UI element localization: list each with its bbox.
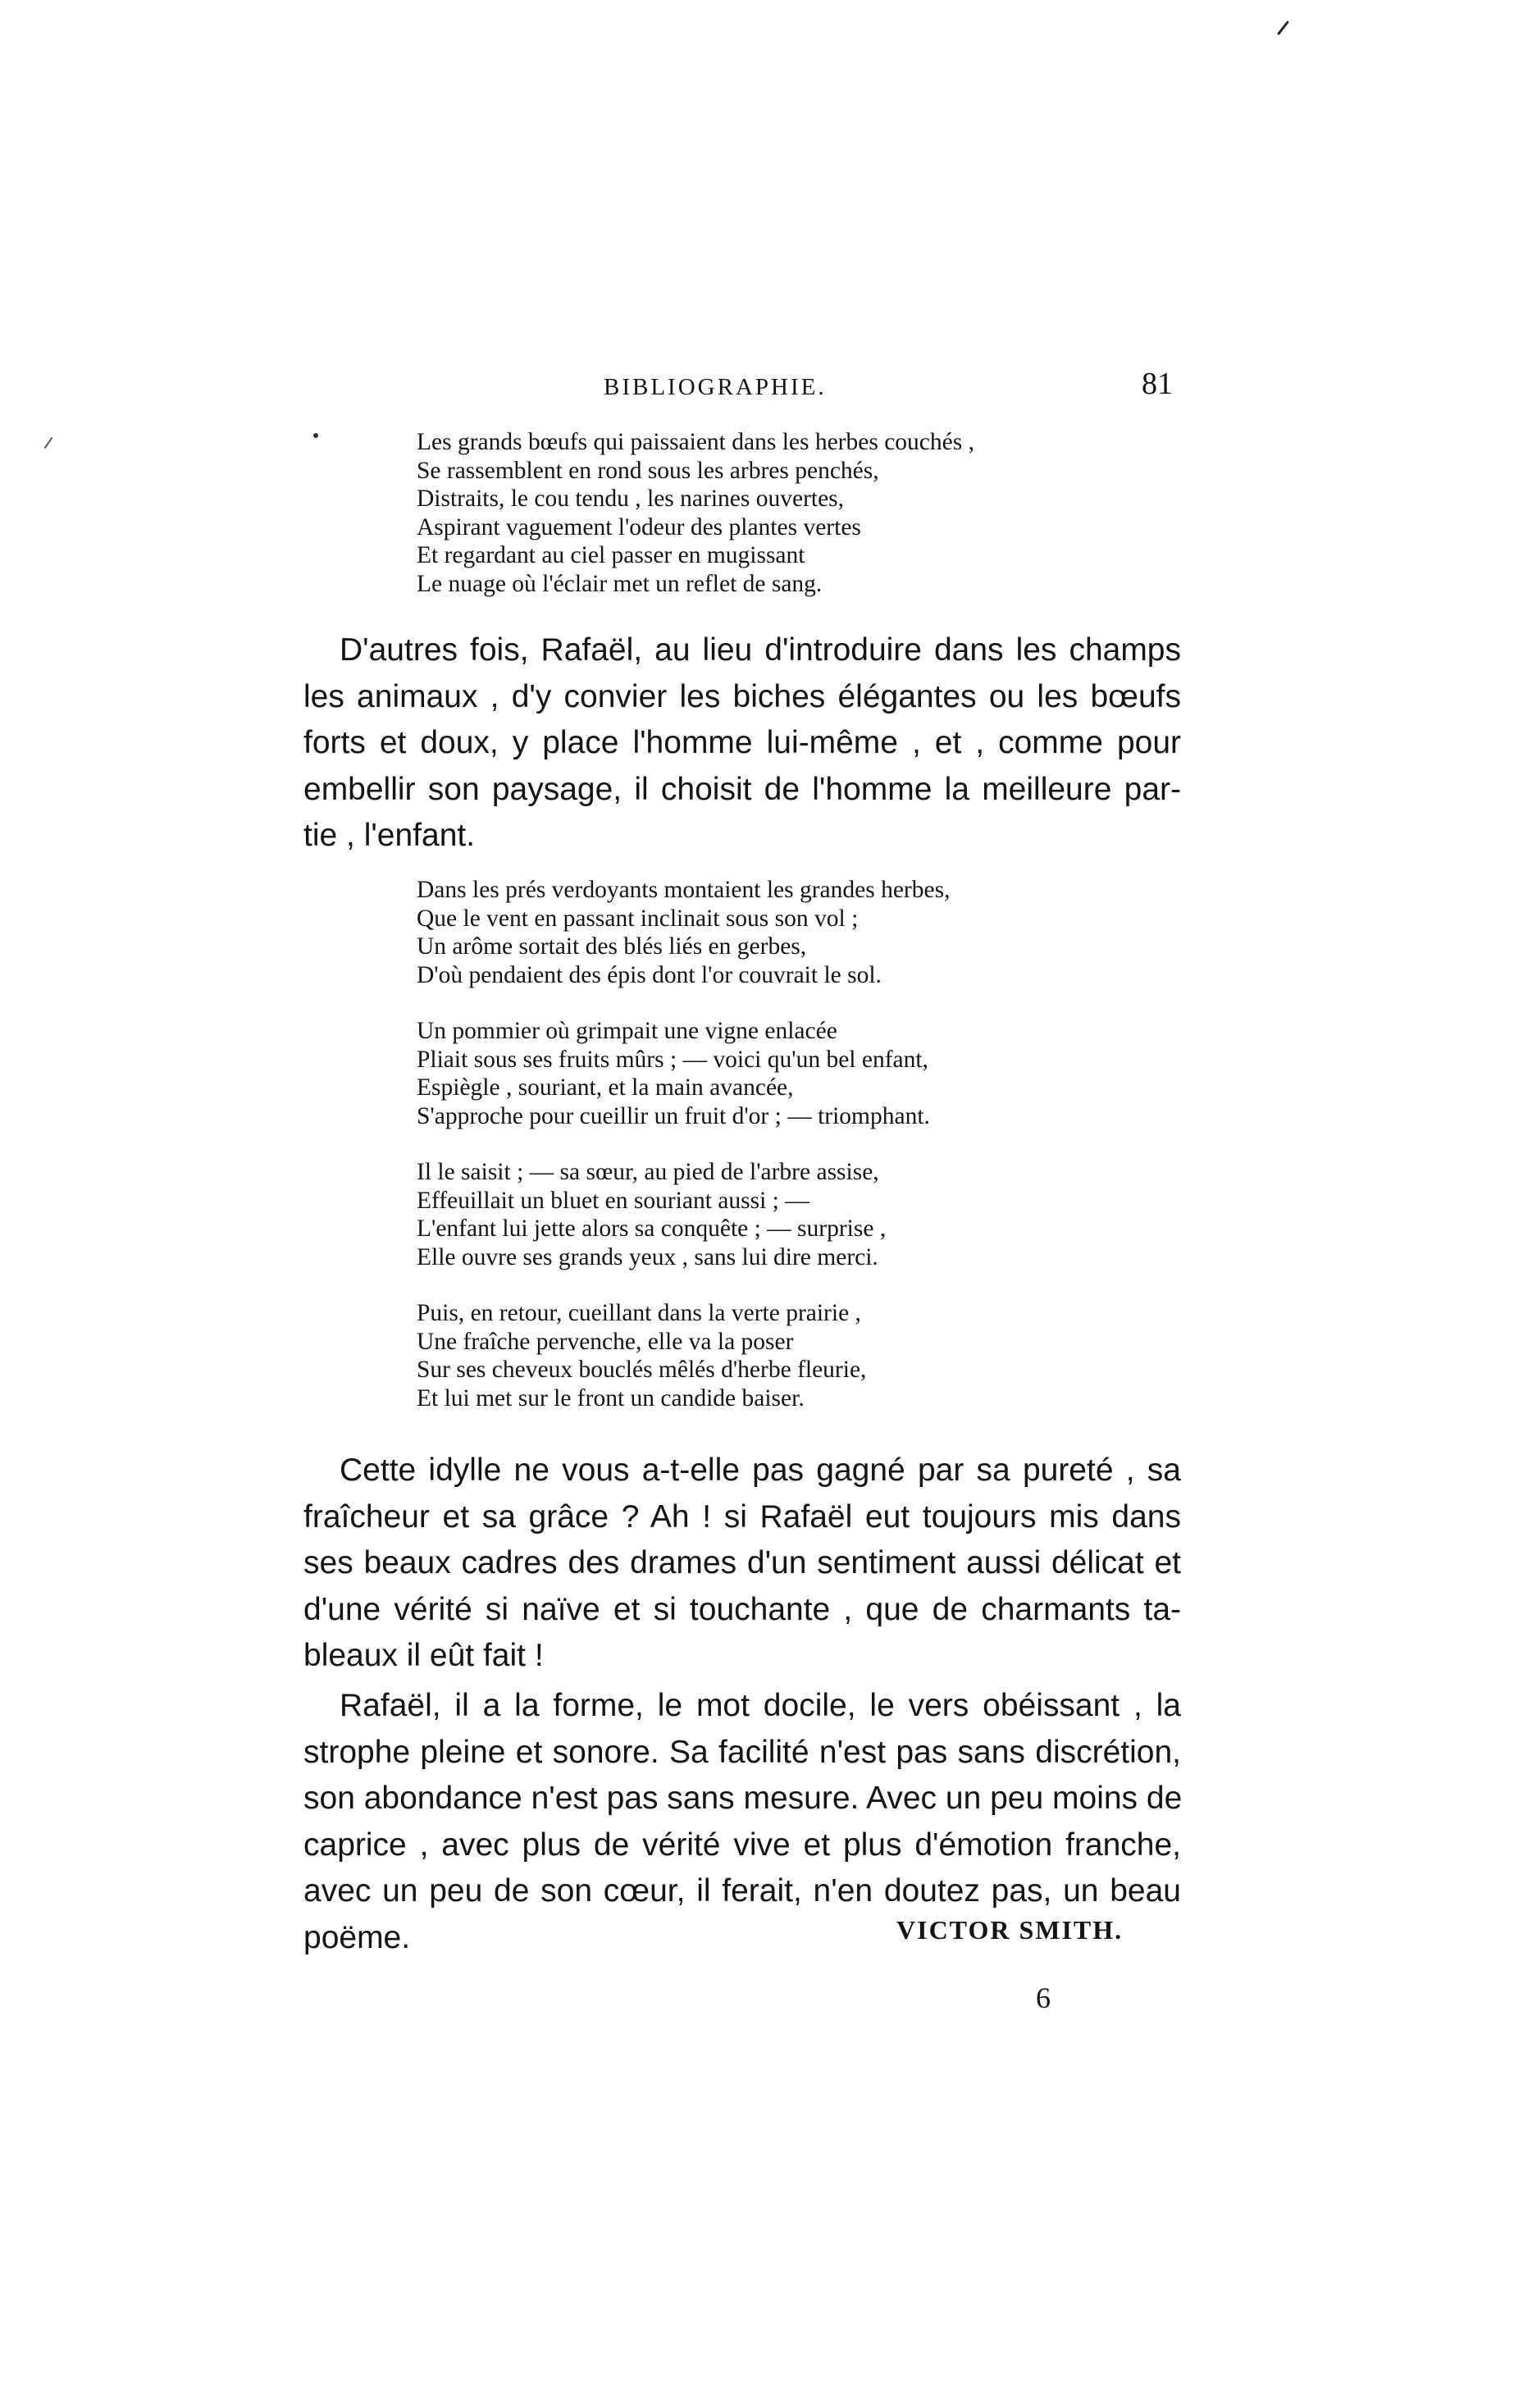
paragraph-line: strophe pleine et sonore. Sa facilité n'est pas sans discrétion,: [303, 1734, 1181, 1770]
paragraph-line: tie , l'enfant.: [303, 818, 476, 853]
verse-line: Le nuage où l'éclair met un reflet de sang.: [417, 570, 823, 597]
verse-line: Puis, en retour, cueillant dans la verte prairie ,: [417, 1300, 861, 1326]
paragraph-line: D'autres fois, Rafaël, au lieu d'introduire dans les champs: [340, 632, 1181, 668]
paragraph-2: [303, 1448, 1181, 1680]
verse-line: Un pommier où grimpait une vigne enlacée: [417, 1018, 837, 1044]
verse-line: Dans les prés verdoyants montaient les grandes herbes,: [417, 877, 951, 903]
stanza: [417, 876, 950, 989]
verse-line: L'enfant lui jette alors sa conquête ; — surprise ,: [417, 1215, 887, 1242]
page-header: [0, 367, 1514, 412]
running-title: BIBLIOGRAPHIE.: [604, 374, 827, 400]
stanza: [417, 428, 974, 598]
verse-line: Les grands bœufs qui paissaient dans les herbes couchés ,: [417, 429, 974, 455]
paragraph-line: Cette idylle ne vous a-t-elle pas gagné par sa pureté , sa: [340, 1453, 1181, 1488]
verse-line: Il le saisit ; — sa sœur, au pied de l'arbre assise,: [417, 1159, 879, 1185]
verse-line: Distraits, le cou tendu , les narines ouvertes,: [417, 486, 845, 512]
paragraph-line: avec un peu de son cœur, il ferait, n'en doutez pas, un beau: [303, 1873, 1181, 1909]
paragraph-line: d'une vérité si naïve et si touchante , que de charmants ta-: [303, 1591, 1181, 1627]
corner-pencil-mark: [1277, 21, 1289, 35]
paragraph-line: fraîcheur et sa grâce ? Ah ! si Rafaël eut toujours mis dans: [303, 1498, 1181, 1535]
verse-line: D'où pendaient des épis dont l'or couvrait le sol.: [417, 961, 882, 988]
verse-excerpt-1: [417, 428, 974, 598]
signature-mark: 6: [1036, 1982, 1051, 2014]
paragraph-line: ses beaux cadres des drames d'un sentiment aussi délicat et: [303, 1545, 1181, 1580]
verse-line: Effeuillait un bluet en souriant aussi ; —: [417, 1187, 809, 1214]
verse-line: Et regardant au ciel passer en mugissant: [417, 542, 805, 568]
margin-pencil-mark: [44, 437, 53, 449]
verse-line: Espiègle , souriant, et la main avancée,: [417, 1074, 794, 1101]
paragraph-line: embellir son paysage, il choisit de l'homme la meilleure par-: [303, 771, 1181, 807]
verse-line: Aspirant vaguement l'odeur des plantes vertes: [417, 513, 861, 540]
verse-line: Un arôme sortait des blés liés en gerbes,: [417, 933, 807, 960]
verse-line: Se rassemblent en rond sous les arbres penchés,: [417, 457, 879, 484]
paragraph-line: les animaux , d'y convier les biches élégantes ou les bœufs: [303, 678, 1181, 714]
paragraph-line: forts et doux, y place l'homme lui-même , et , comme pour: [303, 725, 1181, 760]
paragraph-line: Rafaël, il a la forme, le mot docile, le vers obéissant , la: [340, 1688, 1181, 1723]
paragraph-line: poëme.: [303, 1919, 411, 1955]
author-signature: VICTOR SMITH.: [896, 1915, 1124, 1945]
paragraph-line: son abondance n'est pas sans mesure. Avec un peu moins de: [303, 1781, 1183, 1816]
paragraph-line: caprice , avec plus de vérité vive et plus d'émotion franche,: [303, 1827, 1181, 1863]
verse-excerpt-2: [417, 876, 950, 1412]
stanza: [417, 1299, 950, 1412]
verse-line: S'approche pour cueillir un fruit d'or ; — triomphant.: [417, 1102, 930, 1129]
verse-line: Sur ses cheveux bouclés mêlés d'herbe fleurie,: [417, 1357, 867, 1383]
paragraph-line: bleaux il eût fait !: [303, 1638, 544, 1673]
verse-line: Et lui met sur le front un candide baiser.: [417, 1384, 805, 1412]
margin-bullet-mark: [313, 433, 318, 438]
verse-line: Pliait sous ses fruits mûrs ; — voici qu'un bel enfant,: [417, 1046, 928, 1073]
verse-line: Que le vent en passant inclinait sous son vol ;: [417, 905, 859, 932]
verse-line: Une fraîche pervenche, elle va la poser: [417, 1328, 794, 1355]
page-number: 81: [1142, 367, 1173, 401]
stanza: [417, 1017, 950, 1130]
paragraph-1: [303, 627, 1181, 860]
verse-line: Elle ouvre ses grands yeux , sans lui dire merci.: [417, 1243, 878, 1270]
stanza: [417, 1158, 950, 1271]
